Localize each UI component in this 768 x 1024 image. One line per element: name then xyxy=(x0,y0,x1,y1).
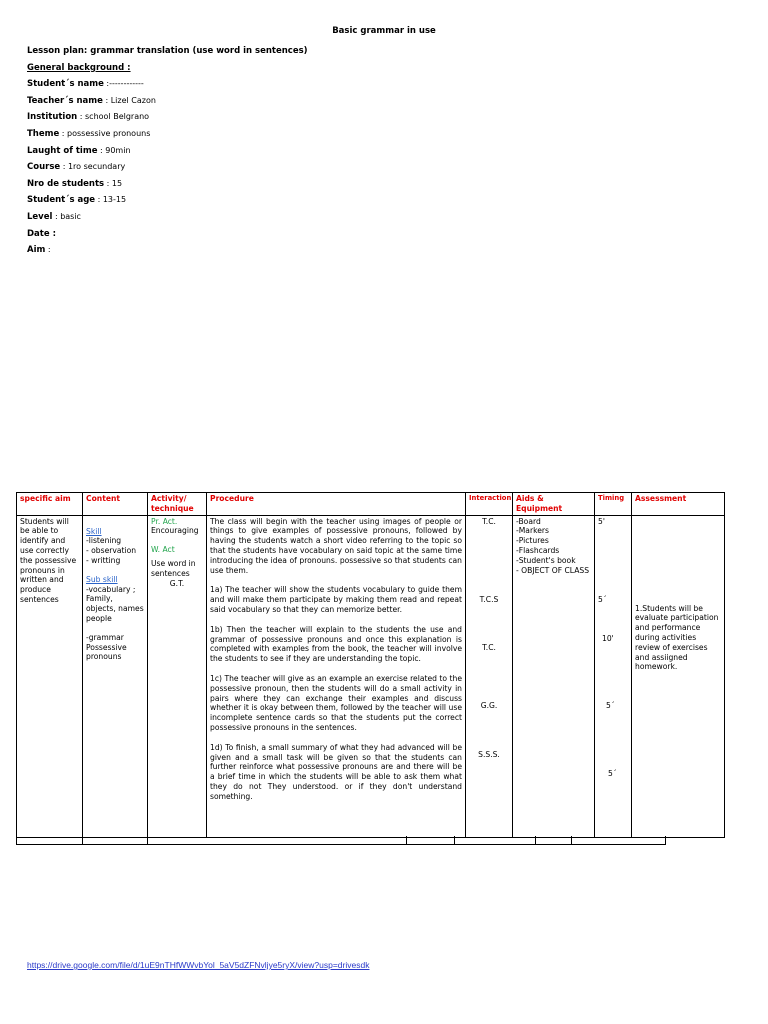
info-field-value: : basic xyxy=(52,211,81,221)
info-field-value: :------------ xyxy=(103,79,144,89)
header-timing: Timing xyxy=(595,493,632,516)
general-background-heading: General background : xyxy=(27,62,131,73)
info-field xyxy=(27,242,527,259)
cell-specific-aim: Students will be able to identify and use correctly the possessive pronouns in written and produce sentences xyxy=(17,515,83,837)
info-field-value: : 13-15 xyxy=(95,195,127,205)
info-field-value: : xyxy=(45,245,51,255)
info-field-label: Theme xyxy=(27,128,60,139)
header-activity: Activity/ technique xyxy=(148,493,207,516)
aid-item: - OBJECT OF CLASS xyxy=(516,565,590,575)
header-specific-aim: specific aim xyxy=(17,493,83,516)
info-field-label: Laught of time xyxy=(27,145,98,156)
lesson-plan-table xyxy=(16,492,725,838)
info-field-label: Level xyxy=(27,211,53,222)
cell-timing: 5' 5´ 10' 5´ 5´ xyxy=(595,515,632,837)
lesson-plan-line: Lesson plan: grammar translation (use word in sentences) xyxy=(27,46,308,56)
cell-activity: Pr. Act. Encouraging W. Act Use word in sentences G.T. xyxy=(148,515,207,837)
info-field xyxy=(27,126,527,143)
info-field-value: : school Belgrano xyxy=(77,112,150,122)
header-interaction: Interaction xyxy=(466,493,513,516)
info-field-label: Student´s name xyxy=(27,79,104,90)
skill-label: Skill xyxy=(86,526,102,536)
aid-item: -Markers xyxy=(516,526,549,536)
info-field xyxy=(27,109,527,126)
pr-act-label: Pr. Act. xyxy=(151,516,178,526)
info-field xyxy=(27,159,527,176)
info-field-value: : 90min xyxy=(97,145,131,155)
info-field xyxy=(27,143,527,160)
info-field-label: Date : xyxy=(27,228,56,239)
info-field-label: Aim xyxy=(27,245,46,256)
info-field-value: : possessive pronouns xyxy=(59,128,151,138)
table-header-row xyxy=(17,493,725,516)
info-field-label: Teacher´s name xyxy=(27,95,103,106)
document-title: Basic grammar in use xyxy=(332,26,436,36)
w-act-label: W. Act xyxy=(151,545,175,555)
info-field-label: Student´s age xyxy=(27,195,96,206)
cell-assessment: 1.Students will be evaluate participation and performance during activities review of exercises and assiigned homework. xyxy=(632,515,725,837)
header-assessment: Assessment xyxy=(632,493,725,516)
cell-interaction: T.C. T.C.S T.C. G.G. S.S.S. xyxy=(466,515,513,837)
aid-item: -Board xyxy=(516,516,541,526)
aid-item: -Pictures xyxy=(516,536,549,546)
subskill-label: Sub skill xyxy=(86,574,118,584)
aid-item: -Flashcards xyxy=(516,545,560,555)
info-field xyxy=(27,93,527,110)
info-field xyxy=(27,176,527,193)
info-field xyxy=(27,192,527,209)
drive-link[interactable]: https://drive.google.com/file/d/1uE9nTHfWWvbYol_5aV5dZFNvljye5ryX/view?usp=drivesdk xyxy=(27,960,370,970)
info-field xyxy=(27,209,527,226)
header-content: Content xyxy=(83,493,148,516)
info-field-value: : 15 xyxy=(104,178,123,188)
info-field-label: Course xyxy=(27,162,61,173)
info-field-value: : Lizel Cazon xyxy=(102,95,156,105)
info-field-label: Nro de students xyxy=(27,178,105,189)
cell-procedure: The class will begin with the teacher using images of people or things to give examples of possessive pronouns, followed by having the students watch a short video referring to the topic so that the students have vocabulary on said topic at the same time introducing the idea of pronouns. possessive so that students can use them. 1a) The teacher will show the students vocabulary to guide them and will make them participate by making them read and repeat said vocabulary so that they can memorize better. 1b) Then the teacher will explain to the students the use and grammar of possessive pronouns and once this explanation is completed with examples from the book, the teacher will involve the students to see if they are understanding the topic. 1c) The teacher will give as an example an exercise related to the possessive pronoun, then the students will do a small activity in pairs where they can exchange their examples and discuss whether it is okay between them, followed by the teacher will use incomplete sentence cards so that the students put the correct possessive pronouns in the sentences. 1d) To finish, a small summary of what they had advanced will be given and a small task will be given so that the students can further reinforce what possessive pronouns are and there will be a brief time in which the students will be able to ask them what they do not They understood. or if they don't understand something. xyxy=(207,515,466,837)
aid-item: -Student's book xyxy=(516,555,576,565)
header-procedure: Procedure xyxy=(207,493,466,516)
info-field-label: Institution xyxy=(27,112,78,123)
header-aids: Aids & Equipment xyxy=(513,493,595,516)
general-info xyxy=(27,43,527,259)
info-field xyxy=(27,76,527,93)
info-field xyxy=(27,226,527,243)
info-field-value: : 1ro secundary xyxy=(60,162,126,172)
empty-table-row xyxy=(16,836,666,845)
table-row xyxy=(17,515,725,837)
cell-content: Skill -listening - observation - writting Sub skill -vocabulary ; Family, objects, names people -grammar Possessive pronouns xyxy=(83,515,148,837)
cell-aids xyxy=(513,515,595,837)
